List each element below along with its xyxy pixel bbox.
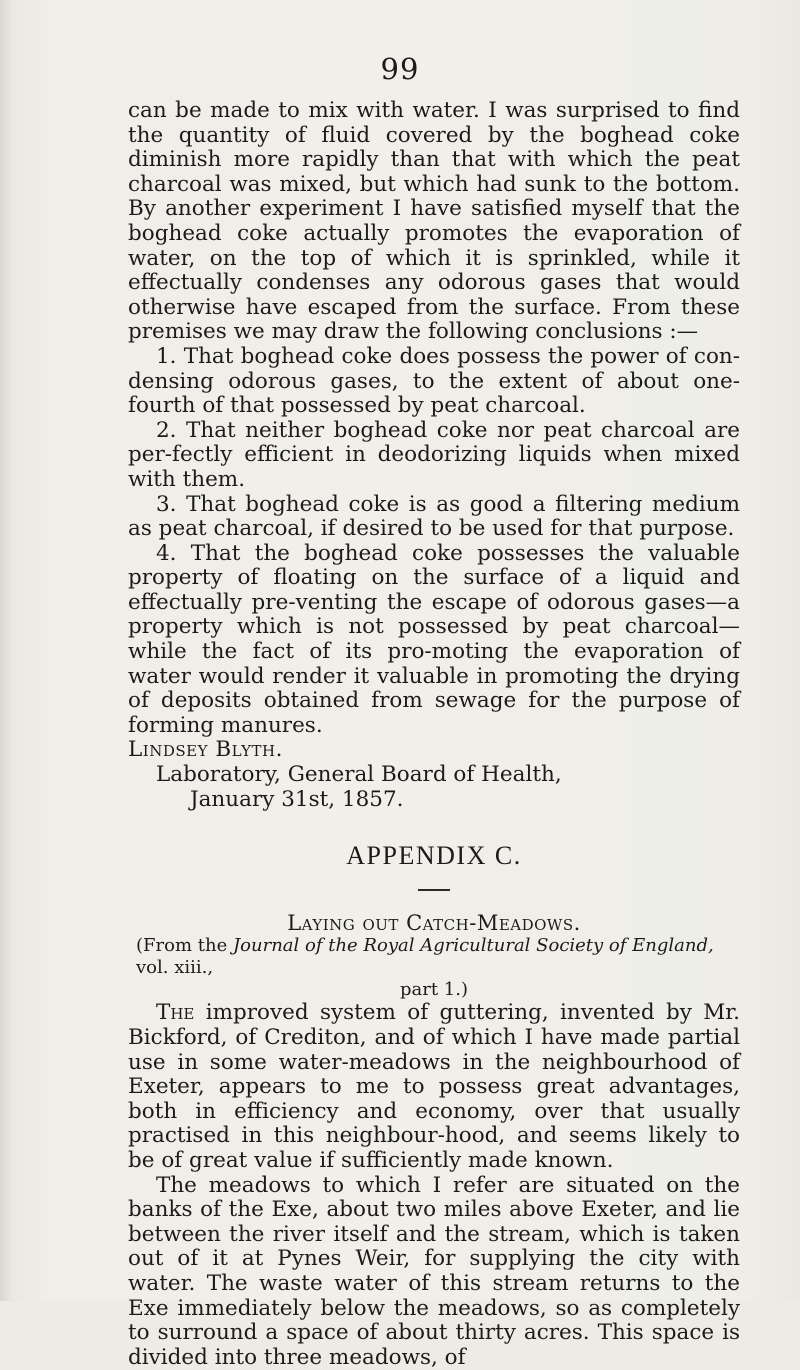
page-number: 99 (380, 52, 420, 86)
conclusion-2: 2. That neither boghead coke nor peat charcoal are per-fectly efficient in deodorizing liquids when mixed with them. (128, 417, 740, 492)
section-title: Laying out Catch-Meadows. (287, 910, 581, 935)
conclusion-1: 1. That boghead coke does possess the power of con-densing odorous gases, to the extent of about one-fourth of that possessed by peat charcoal. (128, 343, 740, 419)
intro-paragraph: can be made to mix with water. I was surprised to find the quantity of fluid covered by the boghead coke diminish more rapidly than that with which the peat charcoal was mixed, but which had sunk to the bottom. By another experiment I have satisfied myself that the boghead coke actually promotes the evaporation of water, on the top of which it is sprinkled, while it effectually condenses any odorous gases that would otherwise have escaped from the surface. From these premises we may draw the following conclusions :— (128, 98, 740, 345)
conclusion-4: 4. That the boghead coke possesses the valuable property of floating on the surface of a liquid and effectually pre-venting the escape of odorous gases—a property which is not possessed by peat charcoal—while the fact of its pro-moting the evaporation of water would render it valuable in promoting the drying of deposits obtained from sewage for the purpose of forming manures. (128, 540, 740, 738)
signature-place: Laboratory, General Board of Health, (156, 762, 562, 788)
source-suffix: vol. xiii., (136, 957, 214, 979)
title-rule (418, 889, 450, 891)
source-citation (128, 935, 740, 979)
lead-word: The (156, 1000, 195, 1026)
appendix-title: APPENDIX C. (346, 841, 522, 871)
signature-name: Lindsey Blyth. (128, 737, 283, 763)
source-journal: Journal of the Royal Agricultural Society of England, (232, 935, 714, 957)
conclusion-3: 3. That boghead coke is as good a filtering medium as peat charcoal, if desired to be used for that purpose. (128, 491, 740, 542)
binding-shadow (0, 0, 12, 1301)
signature-date: January 31st, 1857. (190, 786, 404, 812)
page-body (128, 99, 740, 1370)
source-part: part 1.) (399, 979, 468, 1001)
source-prefix: (From the (136, 935, 233, 957)
appendix-paragraph-1 (128, 1001, 740, 1173)
appendix-paragraph-1-text: improved system of guttering, invented by Mr. Bickford, of Crediton, and of which I have made partial use in some water-meadows in the neighbourhood of Exeter, appears to me to possess great advantages, both in efficiency and economy, over that usually practised in this neighbour-hood, and seems likely to be of great value if sufficiently made known. (128, 1000, 740, 1173)
appendix-paragraph-2: The meadows to which I refer are situated on the banks of the Exe, about two miles above Exeter, and lie between the river itself and the stream, which is taken out of it at Pynes Weir, for supplying the city with water. The waste water of this stream returns to the Exe immediately below the meadows, so as completely to surround a space of about thirty acres. This space is divided into three meadows, of (128, 1172, 740, 1370)
